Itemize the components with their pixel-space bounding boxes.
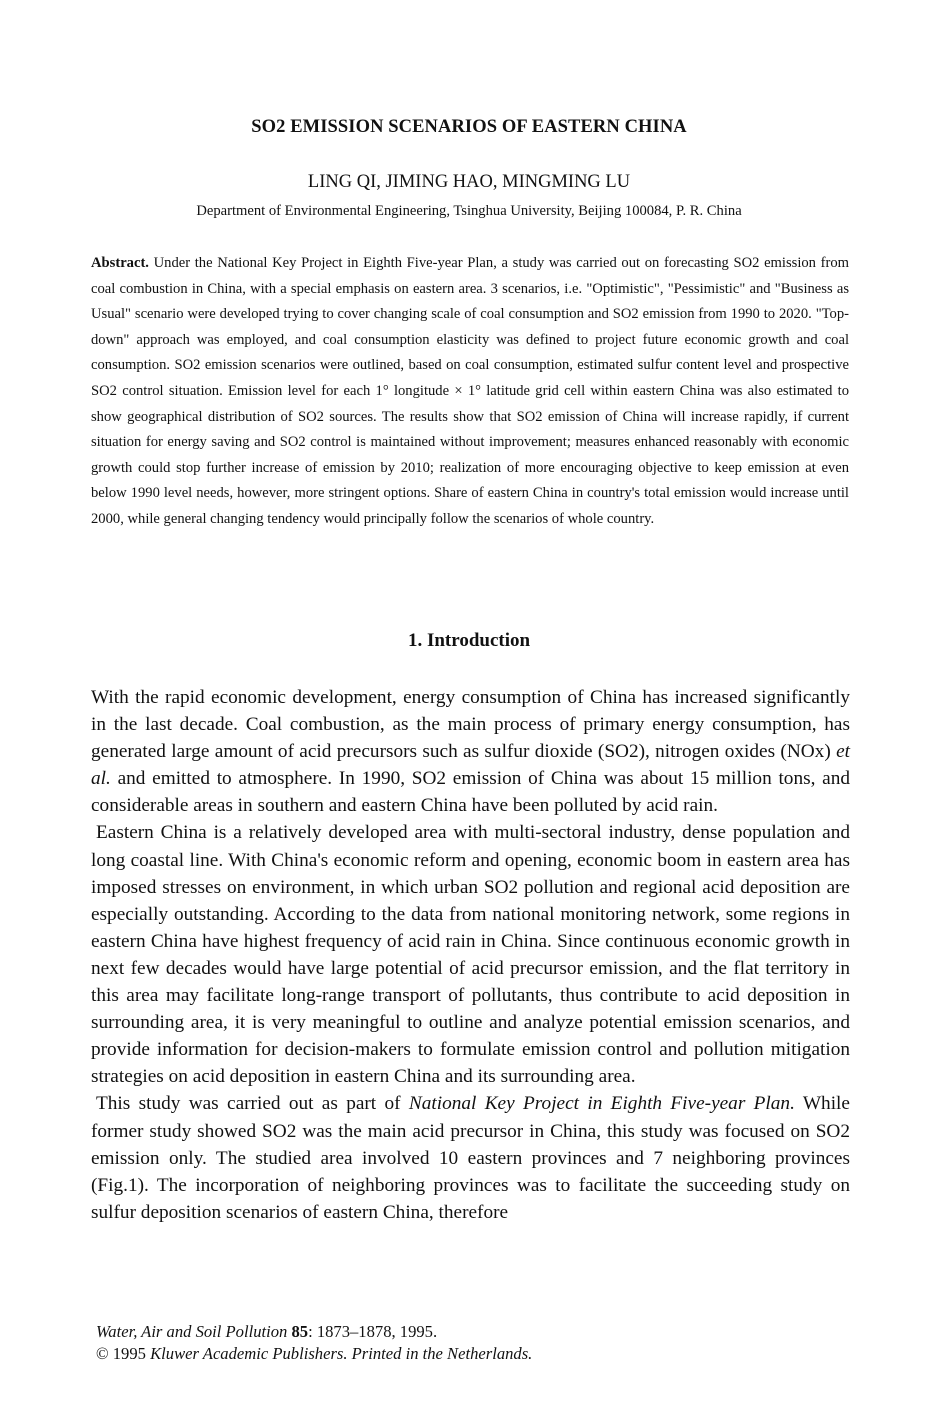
publisher-line: Kluwer Academic Publishers. Printed in the Netherlands. [150, 1344, 533, 1363]
paper-title: SO2 EMISSION SCENARIOS OF EASTERN CHINA [251, 117, 687, 137]
intro-paragraph-1 [91, 684, 850, 819]
intro-p1-text-b: and emitted to atmosphere. In 1990, SO2 emission of China was about 15 million tons, and considerable areas in southern and eastern China have been polluted by acid rain. [91, 768, 850, 817]
journal-volume: 85 [291, 1322, 309, 1341]
journal-pages: : 1873–1878, 1995. [308, 1322, 438, 1341]
intro-paragraph-3 [91, 1090, 850, 1225]
paper-authors: LING QI, JIMING HAO, MINGMING LU [307, 172, 631, 192]
intro-p3-project-name: National Key Project in Eighth Five-year Plan. [408, 1093, 795, 1115]
copyright-line [96, 1343, 532, 1365]
section-heading-introduction: 1. Introduction [407, 630, 531, 651]
abstract [91, 251, 849, 533]
intro-p3-text-a: This study was carried out as part of [96, 1093, 409, 1115]
intro-p3-text-b: While former study showed SO2 was the main acid precursor in China, this study was focused on SO2 emission only. The studied area involved 10 eastern provinces and 7 neighboring provinces (Fig.1). The incorporation of neighboring provinces was to facilitate the succeeding study on sulfur deposition scenarios of eastern China, therefore [91, 1093, 850, 1223]
abstract-label: Abstract. [91, 255, 149, 271]
intro-paragraph-2: Eastern China is a relatively developed area with multi-sectoral industry, dense population and long coastal line. With China's economic reform and opening, economic boom in eastern area has imposed stresses on environment, in which urban SO2 pollution and regional acid deposition are especially outstanding. According to the data from national monitoring network, some regions in eastern China have highest frequency of acid rain in China. Since continuous economic growth in next few decades would have large potential of acid precursor emission, and the flat territory in this area may facilitate long-range transport of pollutants, thus contribute to acid deposition in surrounding area, it is very meaningful to outline and analyze potential emission scenarios, and provide information for decision-makers to formulate emission control and pollution mitigation strategies on acid deposition in eastern China and its surrounding area. [91, 822, 850, 1088]
journal-citation [96, 1321, 532, 1343]
intro-p1-etal: et al. [91, 741, 850, 790]
journal-name: Water, Air and Soil Pollution [96, 1322, 288, 1341]
abstract-text: Under the National Key Project in Eighth Five-year Plan, a study was carried out on forecasting SO2 emission from coal combustion in China, with a special emphasis on eastern area. 3 scenarios, i.e. "Optimistic", "Pessimistic" and "Business as Usual" scenario were developed trying to cover changing scale of coal consumption and SO2 emission from 1990 to 2020. "Top-down" approach was employed, and coal consumption elasticity was defined to project future economic growth and coal consumption. SO2 emission scenarios were outlined, based on coal consumption, estimated sulfur content level and prospective SO2 control situation. Emission level for each 1° longitude × 1° latitude grid cell within eastern China was also estimated to show geographical distribution of SO2 sources. The results show that SO2 emission of China will increase rapidly, if current situation for energy saving and SO2 control is maintained without improvement; measures enhanced reasonably with economic growth could stop further increase of emission by 2010; realization of more encouraging objective to keep emission at even below 1990 level needs, however, more stringent options. Share of eastern China in country's total emission would increase until 2000, while general changing tendency would principally follow the scenarios of whole country. [91, 255, 849, 527]
author-affiliation: Department of Environmental Engineering, Tsinghua University, Beijing 100084, P. R. China [196, 203, 742, 219]
introduction-body [91, 684, 850, 1226]
page-footer [96, 1321, 532, 1365]
intro-p1-text-a: With the rapid economic development, energy consumption of China has increased significantly in the last decade. Coal combustion, as the main process of primary energy consumption, has generated large amount of acid precursors such as sulfur dioxide (SO2), nitrogen oxides (NOx) [91, 687, 850, 763]
copyright-symbol-year: © 1995 [96, 1344, 151, 1363]
